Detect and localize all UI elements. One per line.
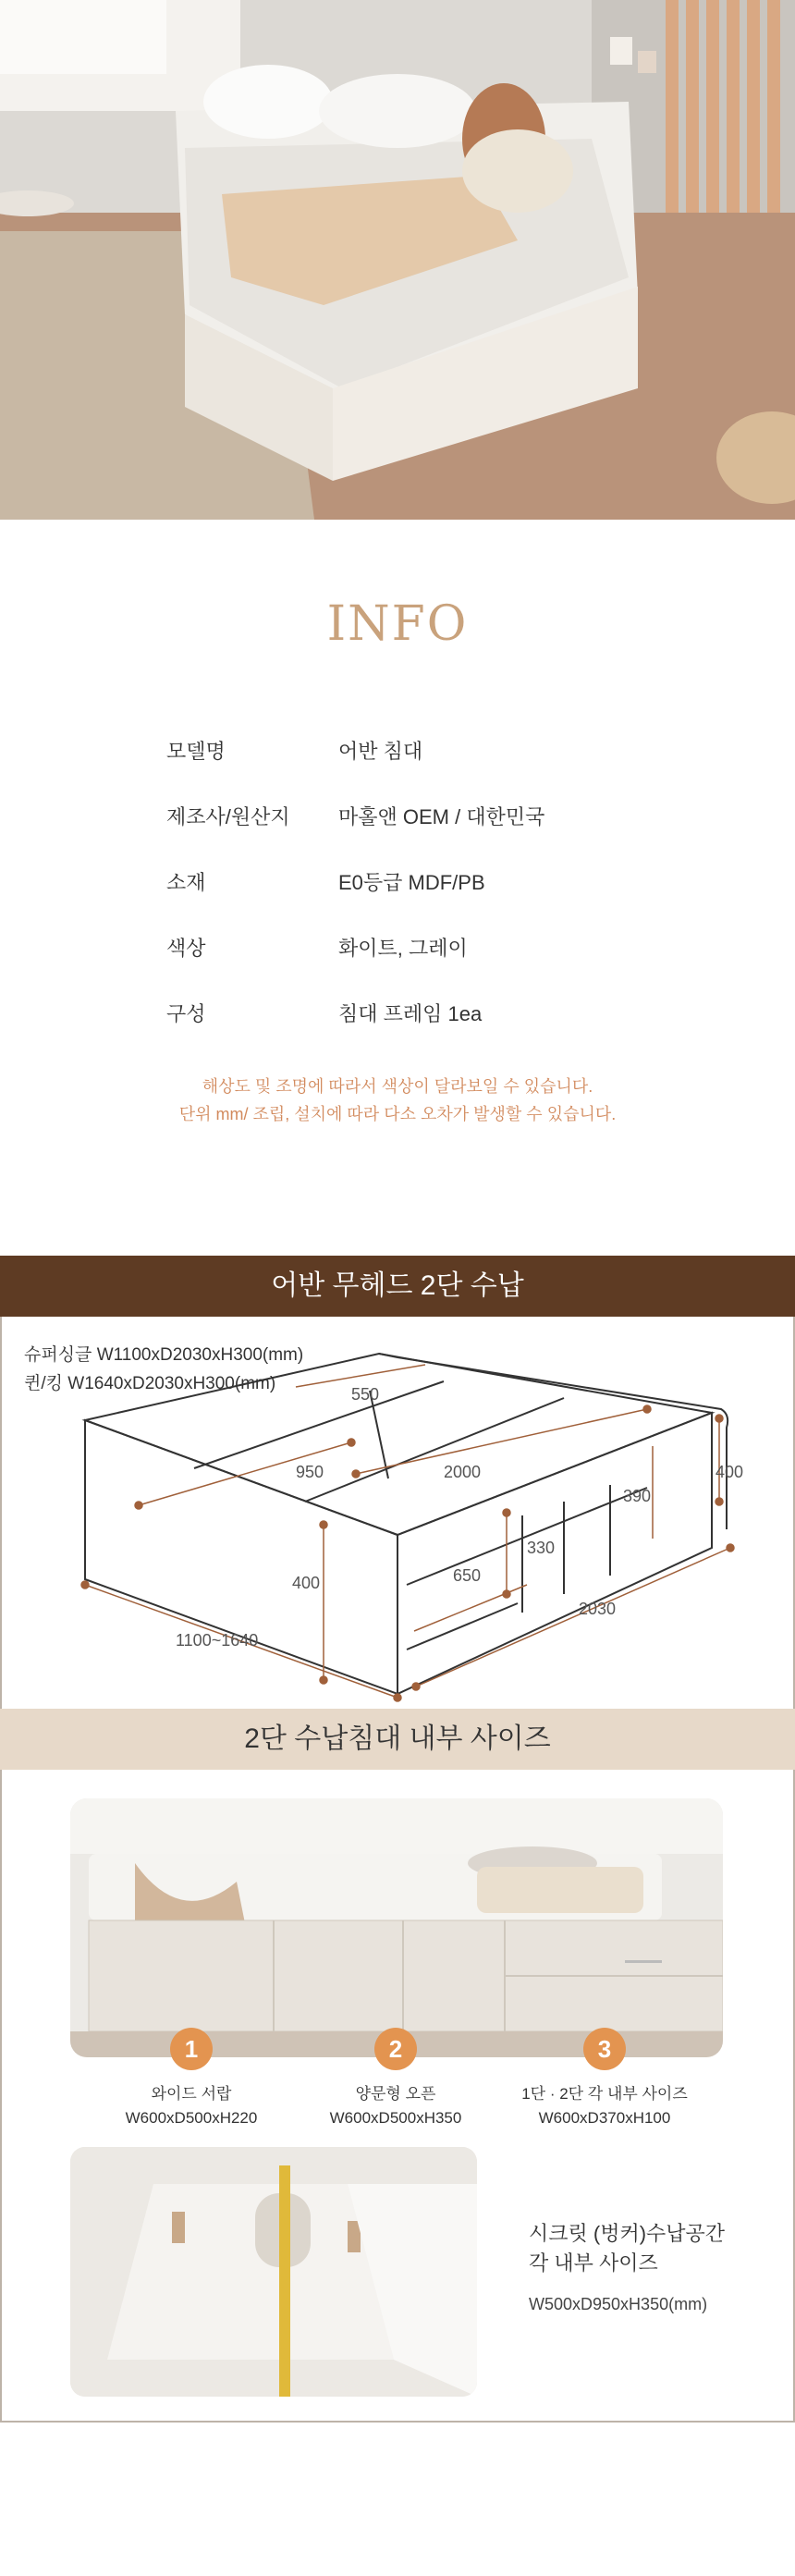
secret-storage-illustration bbox=[70, 2147, 477, 2397]
item-size: W600xD500xH220 bbox=[125, 2109, 258, 2127]
info-row-color bbox=[166, 933, 684, 999]
info-value: 화이트, 그레이 bbox=[338, 937, 468, 960]
section-banner-inner-size: 2단 수납침대 내부 사이즈 bbox=[0, 1709, 795, 1770]
note-unit: 단위 mm/ 조립, 설치에 따라 다소 오차가 발생할 수 있습니다. bbox=[178, 1105, 617, 1123]
dim-650: 650 bbox=[453, 1566, 482, 1585]
item-name: 와이드 서랍 bbox=[151, 2085, 232, 2103]
info-row-model bbox=[166, 736, 684, 802]
bed-dimension-diagram bbox=[0, 1317, 795, 1709]
dim-2030: 2030 bbox=[579, 1600, 617, 1618]
info-value: 침대 프레임 1ea bbox=[338, 1002, 483, 1025]
info-key: 구성 bbox=[166, 1002, 206, 1025]
secret-title-line2: 각 내부 사이즈 bbox=[529, 2251, 658, 2275]
bedroom-illustration bbox=[0, 0, 795, 520]
info-row-material bbox=[166, 867, 684, 933]
caption-wide-drawer bbox=[85, 2082, 298, 2130]
info-key: 제조사/원산지 bbox=[166, 805, 290, 828]
secret-storage-title bbox=[529, 2219, 725, 2278]
dim-2000: 2000 bbox=[444, 1463, 482, 1481]
dimension-lines bbox=[81, 1365, 734, 1701]
spec-queen-king: 퀸/킹 W1640xD2030xH300(mm) bbox=[24, 1374, 276, 1393]
item-name: 양문형 오픈 bbox=[355, 2085, 436, 2103]
info-key: 색상 bbox=[166, 937, 206, 960]
dim-950: 950 bbox=[296, 1463, 324, 1481]
secret-title-line1: 시크릿 (벙커)수납공간 bbox=[529, 2222, 726, 2245]
spec-super-single: 슈퍼싱글 W1100xD2030xH300(mm) bbox=[24, 1345, 304, 1365]
dim-400-right: 400 bbox=[716, 1463, 744, 1481]
info-notes bbox=[0, 1073, 795, 1128]
secret-storage-size: W500xD950xH350(mm) bbox=[529, 2295, 708, 2313]
info-title: INFO bbox=[326, 596, 469, 652]
storage-bed-photo bbox=[70, 1798, 723, 2057]
caption-double-door bbox=[289, 2082, 502, 2130]
info-table bbox=[166, 736, 684, 1064]
dim-390: 390 bbox=[623, 1487, 652, 1505]
info-row-manufacturer bbox=[166, 802, 684, 867]
info-key: 소재 bbox=[166, 871, 206, 894]
note-color: 해상도 및 조명에 따라서 색상이 달라보일 수 있습니다. bbox=[202, 1077, 593, 1096]
dim-400-left: 400 bbox=[292, 1574, 321, 1592]
storage-bed-illustration bbox=[70, 1798, 723, 2057]
section-banner-storage: 어반 무헤드 2단 수납 bbox=[0, 1256, 795, 1317]
dim-550: 550 bbox=[351, 1385, 380, 1404]
badge-3: 3 bbox=[583, 2028, 626, 2070]
dim-width: 1100~1640 bbox=[176, 1631, 259, 1650]
caption-tier-size bbox=[498, 2082, 711, 2130]
item-size: W600xD370xH100 bbox=[538, 2109, 671, 2127]
dim-330: 330 bbox=[527, 1539, 556, 1557]
secret-storage-photo bbox=[70, 2147, 477, 2397]
hero-bedroom-photo bbox=[0, 0, 795, 520]
info-value: 어반 침대 bbox=[338, 740, 423, 763]
item-size: W600xD500xH350 bbox=[329, 2109, 462, 2127]
item-name: 1단 · 2단 각 내부 사이즈 bbox=[521, 2085, 688, 2103]
info-row-composition bbox=[166, 999, 684, 1064]
info-value: 마홀앤 OEM / 대한민국 bbox=[338, 805, 545, 828]
badge-1: 1 bbox=[170, 2028, 213, 2070]
badge-2: 2 bbox=[374, 2028, 417, 2070]
info-key: 모델명 bbox=[166, 740, 226, 763]
info-value: E0등급 MDF/PB bbox=[338, 871, 485, 894]
